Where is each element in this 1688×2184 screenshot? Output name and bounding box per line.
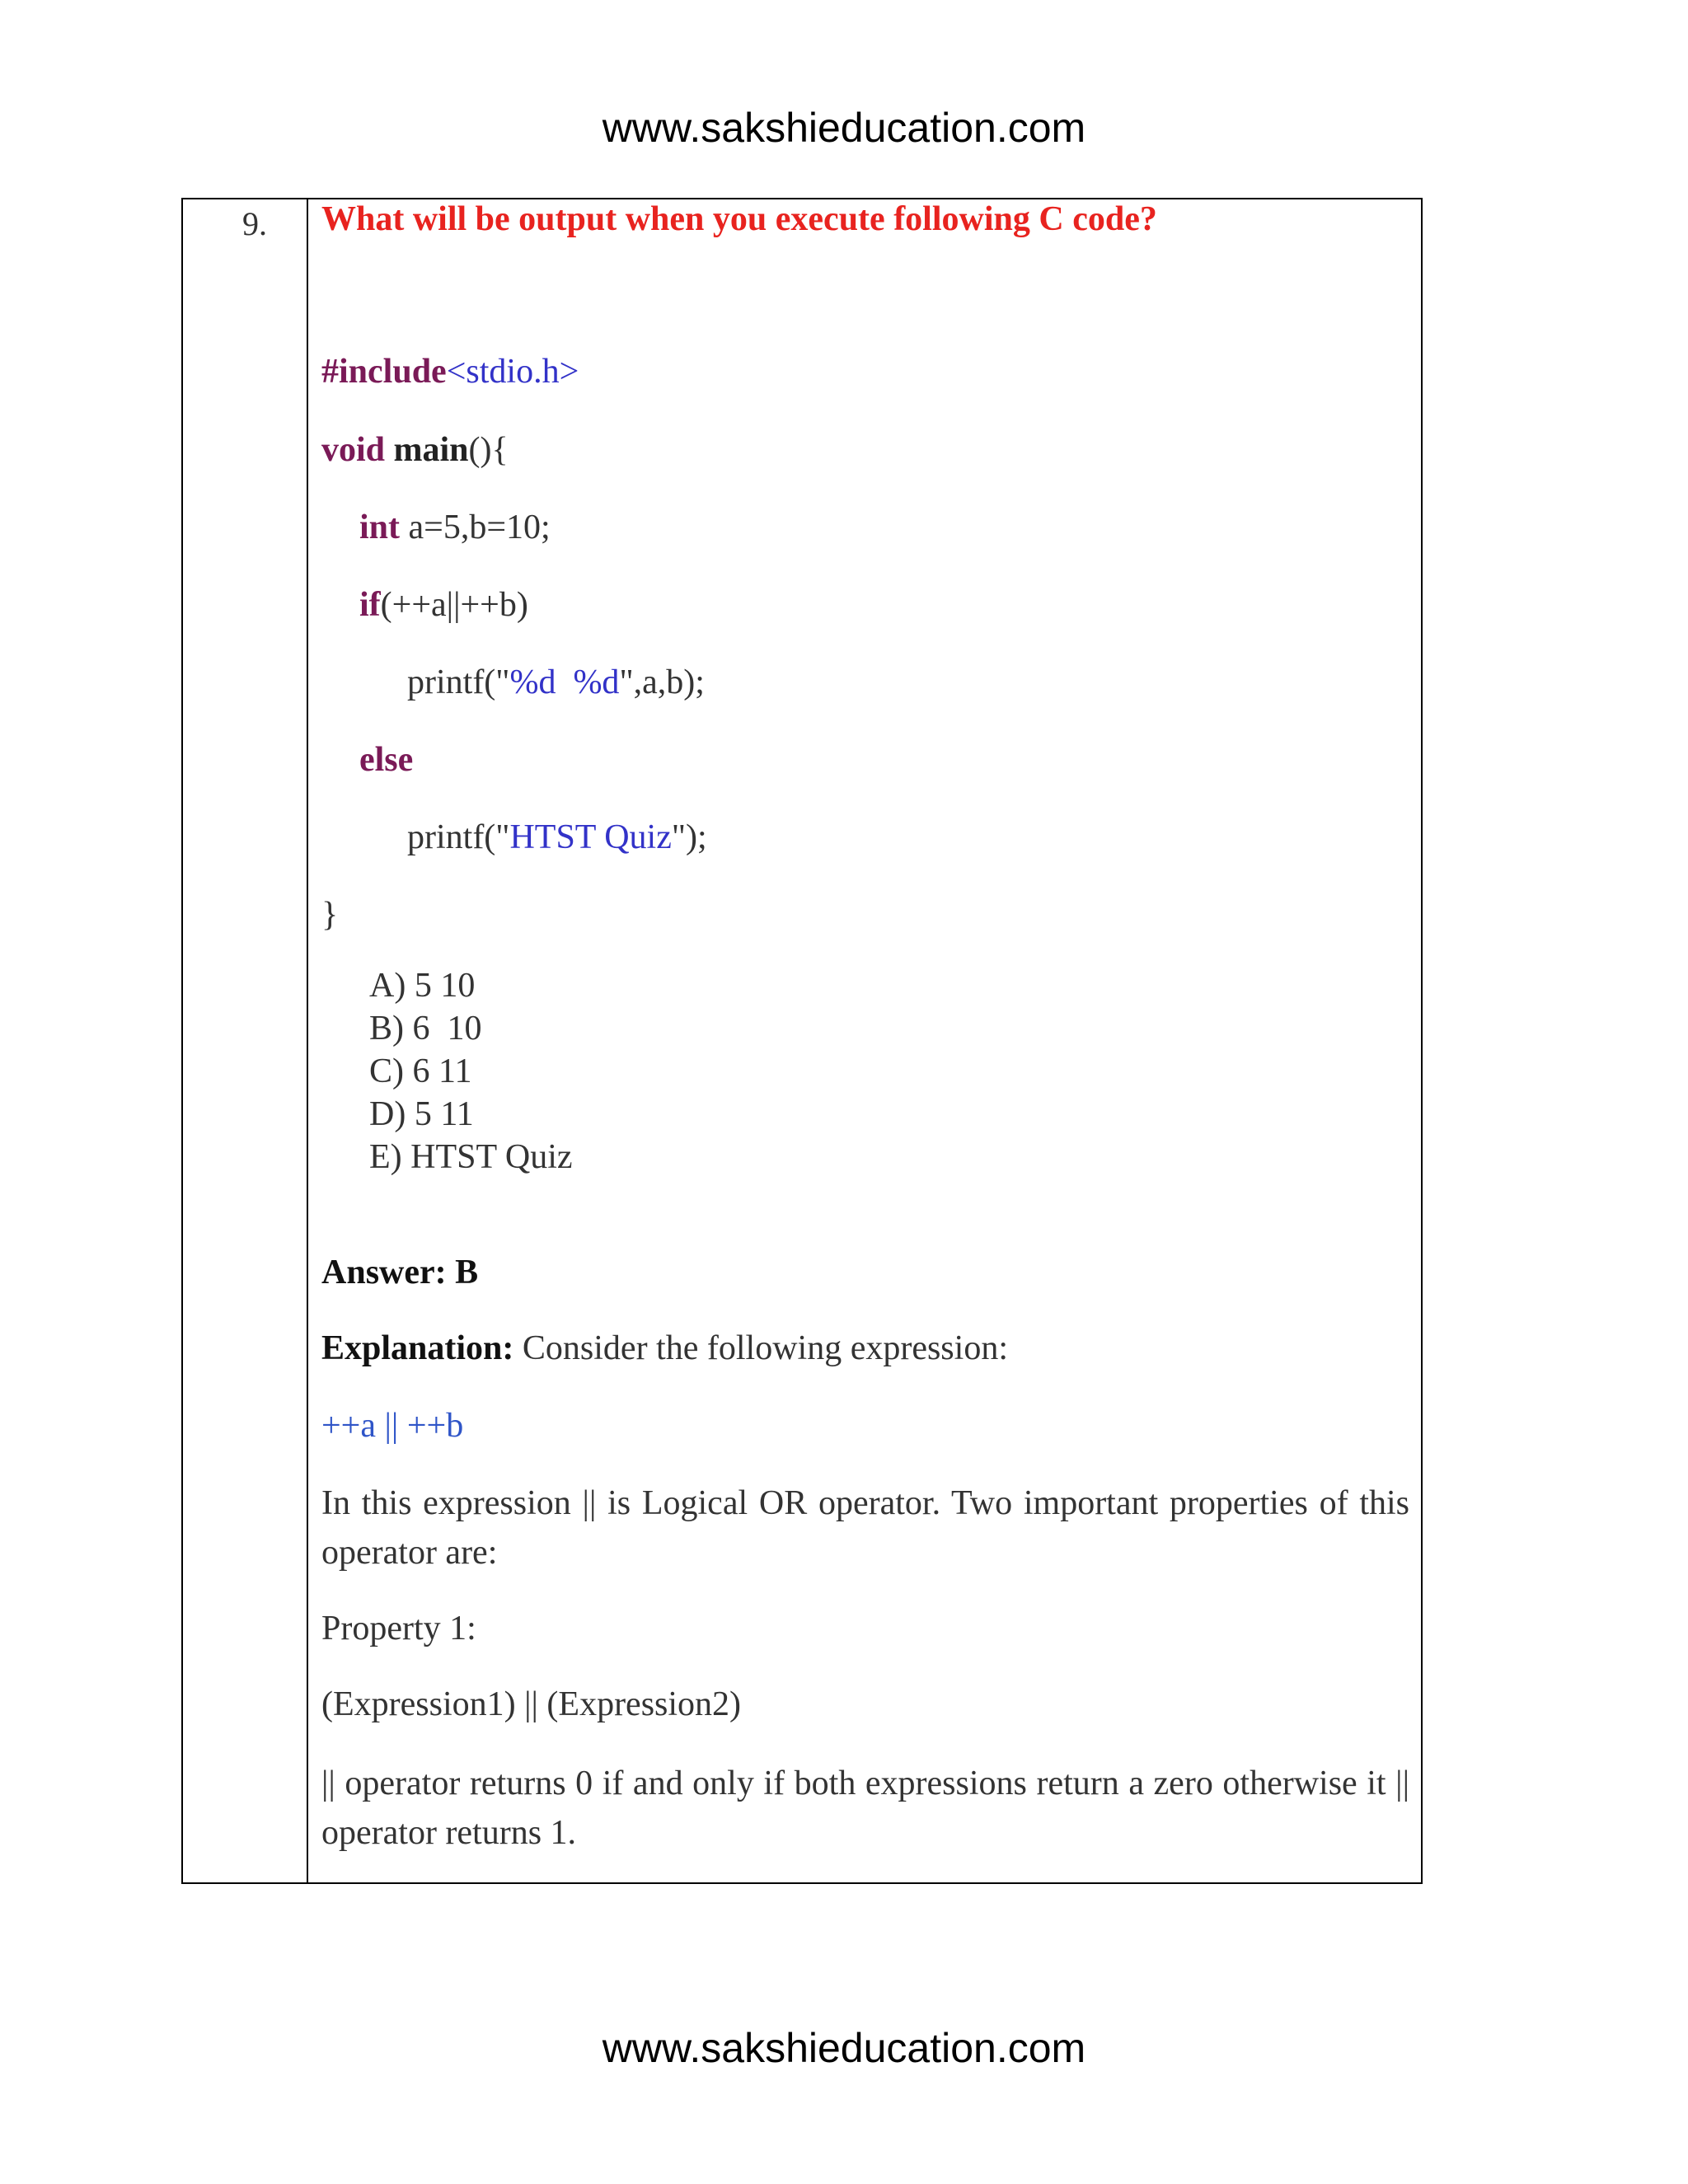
code-text: printf(" <box>407 818 510 856</box>
site-footer[interactable]: www.sakshieducation.com <box>602 2025 1086 2071</box>
code-text: printf(" <box>407 663 510 701</box>
option-item: E) HTST Quiz <box>369 1138 573 1176</box>
option-item: D) 5 11 <box>369 1095 474 1133</box>
code-line-printf-1 <box>407 663 705 702</box>
code-line-include <box>321 352 579 391</box>
code-keyword: else <box>359 741 414 779</box>
column-divider <box>307 199 308 1882</box>
option-item: A) 5 10 <box>369 967 476 1005</box>
code-keyword: int <box>359 509 401 546</box>
code-line-if <box>359 585 528 625</box>
code-string: HTST Quiz <box>509 818 672 856</box>
option-item: B) 6 10 <box>369 1010 482 1047</box>
explanation-intro <box>321 1329 1008 1368</box>
question-table <box>181 198 1423 1884</box>
code-keyword: if <box>359 586 381 624</box>
code-line-int <box>359 508 551 547</box>
property-label: Property 1: <box>321 1610 476 1647</box>
code-string: %d %d <box>509 663 620 701</box>
code-function-name: main <box>393 431 469 469</box>
code-keyword: #include <box>321 353 447 391</box>
answer: Answer: B <box>321 1254 479 1291</box>
code-text: <stdio.h> <box>446 353 579 391</box>
code-line-else <box>359 740 413 780</box>
question-title: What will be output when you execute following C code? <box>321 200 1157 238</box>
code-line-main <box>321 430 509 470</box>
code-text: (){ <box>468 431 509 469</box>
site-header[interactable]: www.sakshieducation.com <box>602 105 1086 151</box>
options-list <box>369 964 573 1179</box>
explanation-expression: ++a || ++b <box>321 1407 464 1445</box>
code-text: "); <box>671 818 707 856</box>
explanation-paragraph-1: In this expression || is Logical OR operator. Two important properties of this operator are: <box>321 1484 1409 1572</box>
option-item: C) 6 11 <box>369 1052 472 1090</box>
code-line-close-brace: } <box>321 896 339 934</box>
code-line-printf-2 <box>407 818 707 857</box>
explanation-label: Explanation: <box>321 1329 514 1367</box>
explanation-text: Consider the following expression: <box>513 1329 1008 1367</box>
explanation-paragraph-2: || operator returns 0 if and only if both expressions return a zero otherwise it || operator returns 1. <box>321 1765 1409 1852</box>
code-text: ",a,b); <box>619 663 705 701</box>
code-text: a=5,b=10; <box>400 509 551 546</box>
question-number: 9. <box>242 205 267 242</box>
code-keyword: void <box>321 431 386 469</box>
property-expression: (Expression1) || (Expression2) <box>321 1685 742 1723</box>
code-text: (++a||++b) <box>380 586 528 624</box>
